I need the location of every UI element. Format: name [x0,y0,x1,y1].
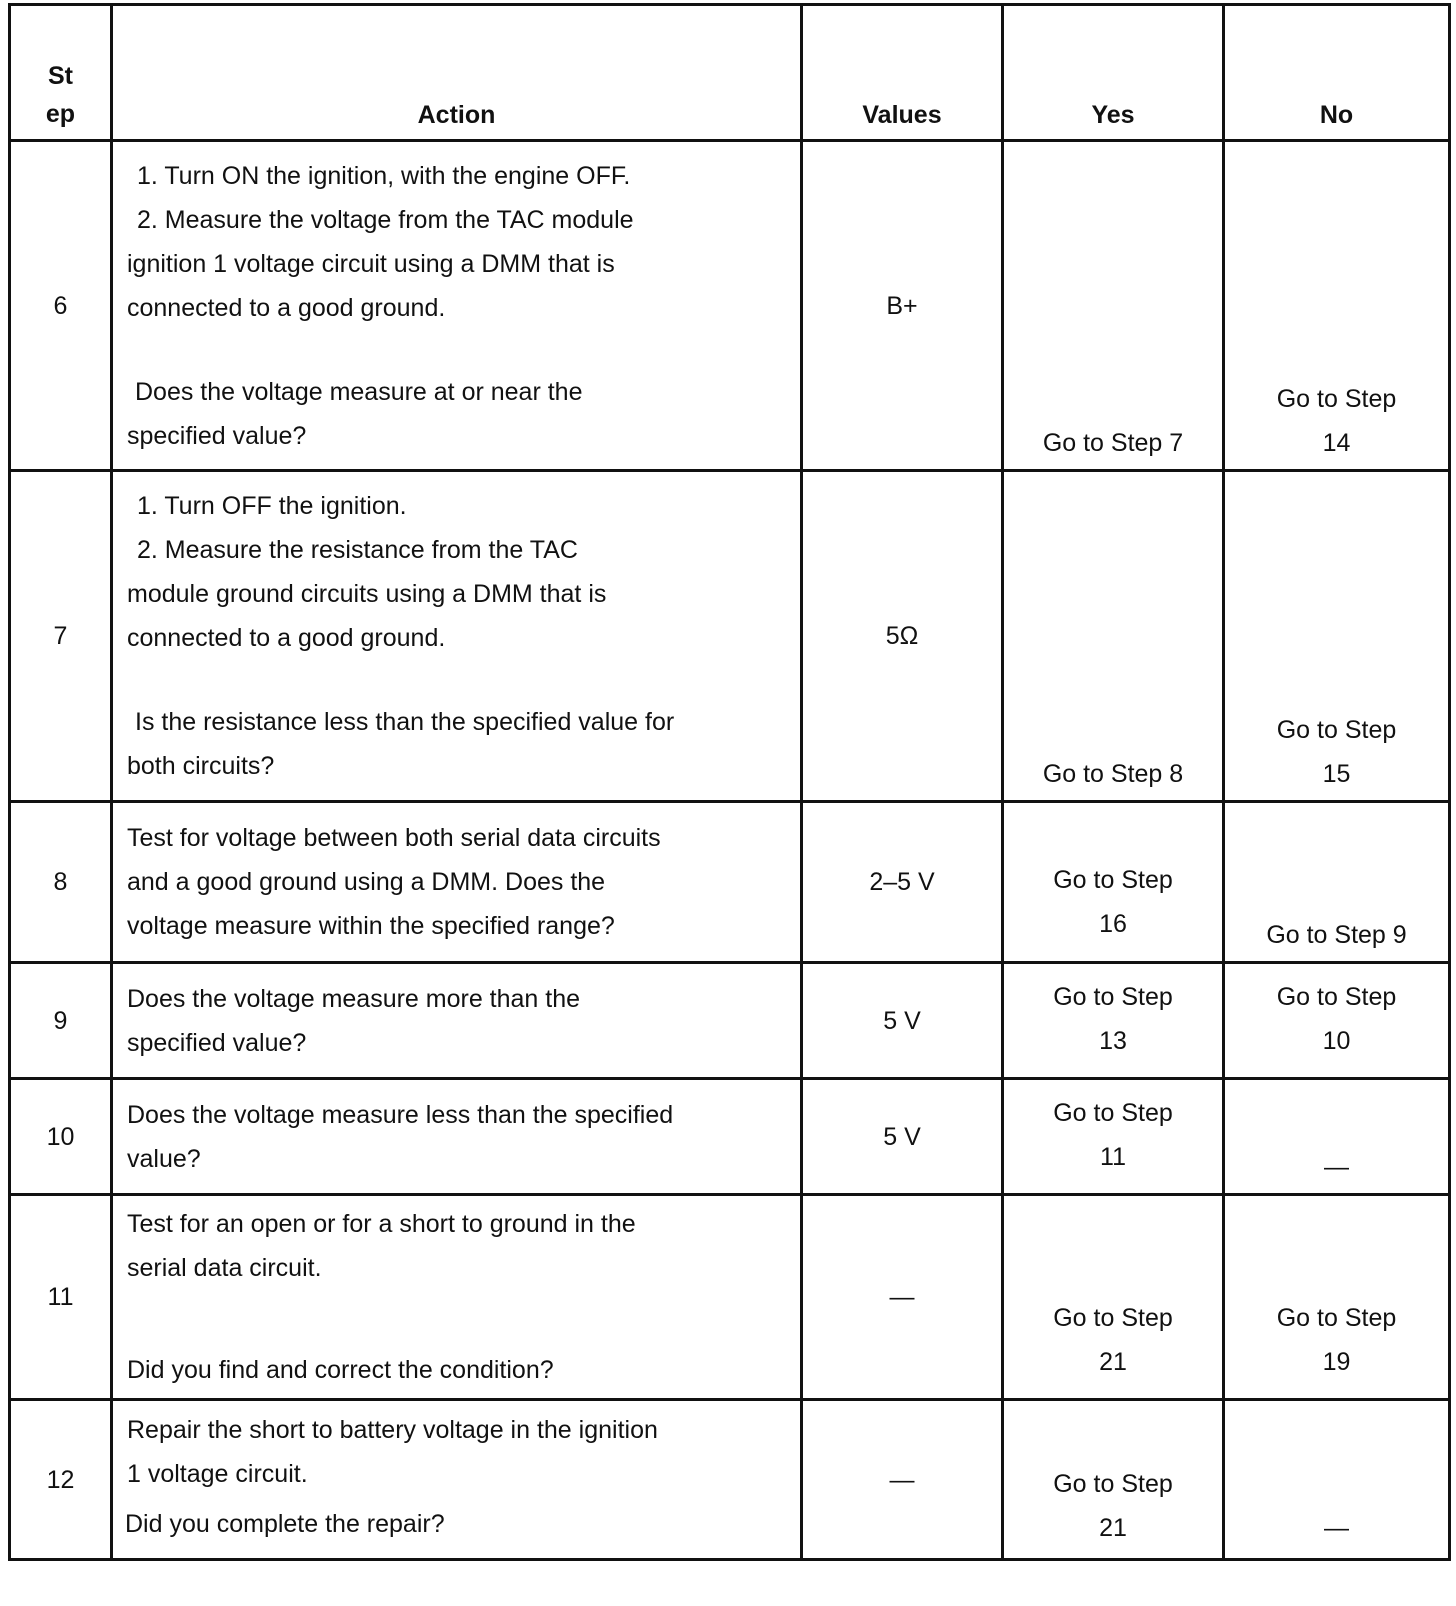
step-number: 8 [10,802,112,963]
action-line: Does the voltage measure more than the [127,984,581,1013]
action-line: ignition 1 voltage circuit using a DMM that is [127,249,615,278]
no-cell [1224,802,1450,963]
no-line: Go to Step [1276,716,1397,744]
value-cell: 5 V [802,963,1003,1079]
table-row [10,802,1450,963]
value-cell: — [802,1195,1003,1400]
value-cell: B+ [802,141,1003,471]
question-line: specified value? [127,421,307,450]
question-line: both circuits? [127,752,275,780]
action-line: Test for voltage between both serial data circuits [127,824,661,852]
action-line: Does the voltage measure less than the specified [127,1100,674,1129]
no-line: Go to Step [1276,982,1397,1011]
header-step [10,5,112,141]
spacer [127,1290,790,1348]
spacer [127,660,790,700]
diagnostic-table [8,3,1451,1561]
action-cell [112,141,802,471]
yes-cell [1003,1400,1224,1560]
question-line: Is the resistance less than the specified value for [135,708,675,736]
yes-line: Go to Step [1053,1470,1173,1498]
no-cell [1224,963,1450,1079]
header-step-line2: ep [45,100,76,128]
no-line: 14 [1322,429,1351,457]
no-line: Go to Step [1276,385,1397,413]
step-number: 6 [10,141,112,471]
no-line: Go to Step 9 [1266,921,1407,949]
no-line: Go to Step [1276,1304,1397,1332]
no-line: — [1324,1153,1349,1181]
spacer [127,330,790,370]
no-cell [1224,141,1450,471]
action-line: 1. Turn OFF the ignition. [137,492,407,520]
action-cell [112,802,802,963]
yes-line: Go to Step [1053,866,1173,894]
yes-line: 16 [1099,910,1127,938]
action-line: 1 voltage circuit. [127,1459,308,1488]
action-line: Repair the short to battery voltage in the ignition [127,1415,658,1444]
yes-cell [1003,963,1224,1079]
action-line: 2. Measure the voltage from the TAC module [137,205,634,234]
table-row [10,1195,1450,1400]
table-row [10,141,1450,471]
value-cell: 5 V [802,1079,1003,1195]
no-line: 10 [1322,1026,1351,1055]
action-cell [112,1079,802,1195]
yes-line: 13 [1099,1026,1127,1055]
yes-cell [1003,1079,1224,1195]
action-line: 2. Measure the resistance from the TAC [137,536,578,564]
question-line: Did you complete the repair? [125,1509,445,1538]
action-line: value? [127,1144,201,1173]
table-row [10,963,1450,1079]
action-cell [112,1400,802,1560]
yes-line: 21 [1099,1348,1127,1376]
step-number: 11 [10,1195,112,1400]
action-cell [112,1195,802,1400]
no-line: 15 [1322,760,1351,788]
header-row [10,5,1450,141]
step-number: 7 [10,471,112,802]
action-line: connected to a good ground. [127,624,446,652]
question-line: Does the voltage measure at or near the [135,377,583,406]
header-action: Action [112,5,802,141]
table-row [10,1400,1450,1560]
action-line: connected to a good ground. [127,293,446,322]
action-line: and a good ground using a DMM. Does the [127,868,606,896]
yes-line: Go to Step 7 [1042,429,1184,457]
yes-cell [1003,802,1224,963]
yes-line: Go to Step 8 [1042,760,1184,788]
yes-cell [1003,141,1224,471]
value-cell: 2–5 V [802,802,1003,963]
yes-cell [1003,471,1224,802]
table-row [10,471,1450,802]
action-line: Test for an open or for a short to ground in the [127,1210,636,1238]
header-step-line1: St [48,62,73,90]
question-line: Did you find and correct the condition? [127,1356,554,1384]
no-cell [1224,1195,1450,1400]
yes-line: Go to Step [1053,982,1173,1011]
action-line: specified value? [127,1028,307,1057]
no-cell [1224,1400,1450,1560]
yes-line: Go to Step [1053,1098,1173,1127]
yes-line: 21 [1099,1514,1127,1542]
no-line: 19 [1322,1348,1351,1376]
no-cell [1224,471,1450,802]
yes-cell [1003,1195,1224,1400]
value-cell: — [802,1400,1003,1560]
table-row [10,1079,1450,1195]
no-line: — [1324,1514,1349,1542]
yes-line: 11 [1100,1142,1126,1171]
action-line: voltage measure within the specified range? [127,912,615,940]
header-yes: Yes [1003,5,1224,141]
yes-line: Go to Step [1053,1304,1173,1332]
action-cell [112,471,802,802]
header-no: No [1224,5,1450,141]
step-number: 9 [10,963,112,1079]
step-number: 10 [10,1079,112,1195]
action-cell [112,963,802,1079]
header-values: Values [802,5,1003,141]
action-line: 1. Turn ON the ignition, with the engine OFF. [137,161,631,190]
value-cell: 5Ω [802,471,1003,802]
no-cell [1224,1079,1450,1195]
action-line: module ground circuits using a DMM that is [127,580,607,608]
action-line: serial data circuit. [127,1254,322,1282]
step-number: 12 [10,1400,112,1560]
